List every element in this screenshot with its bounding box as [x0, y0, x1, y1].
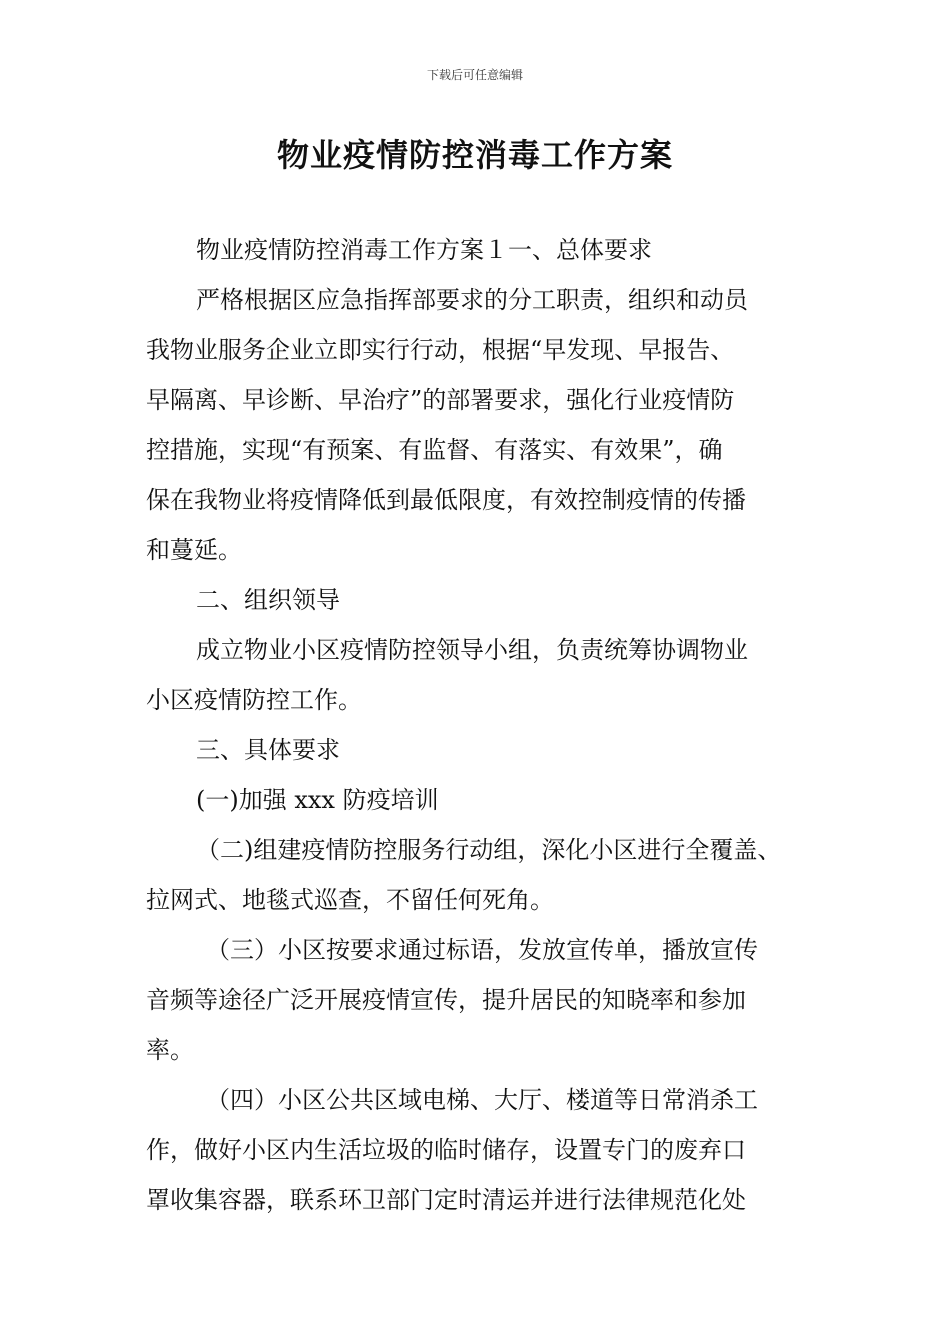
- document-body: [146, 225, 806, 1225]
- section-heading: 三、具体要求: [196, 736, 340, 764]
- list-item: （二)组建疫情防控服务行动组，深化小区进行全覆盖、: [196, 836, 782, 864]
- paragraph-line: 和蔓延。: [146, 536, 242, 564]
- document-title: 物业疫情防控消毒工作方案: [276, 136, 673, 174]
- paragraph-line: 率。: [146, 1036, 194, 1064]
- paragraph-line: 成立物业小区疫情防控领导小组，负责统筹协调物业: [196, 636, 748, 664]
- paragraph-line: 罩收集容器，联系环卫部门定时清运并进行法律规范化处: [146, 1186, 746, 1214]
- header-note: 下载后可任意编辑: [426, 68, 523, 82]
- paragraph-line: 拉网式、地毯式巡查，不留任何死角。: [146, 886, 554, 914]
- paragraph-line: 小区疫情防控工作。: [146, 686, 362, 714]
- list-item: (一)加强 xxx 防疫培训: [196, 786, 439, 814]
- paragraph-line: 作，做好小区内生活垃圾的临时储存，设置专门的废弃口: [146, 1136, 746, 1164]
- paragraph-line: 物业疫情防控消毒工作方案１一、总体要求: [196, 236, 652, 264]
- paragraph-line: 我物业服务企业立即实行行动，根据“早发现、早报告、: [146, 336, 735, 364]
- paragraph-line: 早隔离、早诊断、早治疗”的部署要求，强化行业疫情防: [146, 386, 735, 414]
- paragraph-line: 保在我物业将疫情降低到最低限度，有效控制疫情的传播: [146, 486, 746, 514]
- paragraph-line: 音频等途径广泛开展疫情宣传，提升居民的知晓率和参加: [146, 986, 746, 1014]
- section-heading: 二、组织领导: [196, 586, 340, 614]
- paragraph-line: 控措施，实现“有预案、有监督、有落实、有效果”，确: [146, 436, 723, 464]
- list-item: （三）小区按要求通过标语，发放宣传单，播放宣传: [206, 936, 758, 964]
- list-item: （四）小区公共区域电梯、大厅、楼道等日常消杀工: [206, 1086, 758, 1114]
- paragraph-line: 严格根据区应急指挥部要求的分工职责，组织和动员: [196, 286, 748, 314]
